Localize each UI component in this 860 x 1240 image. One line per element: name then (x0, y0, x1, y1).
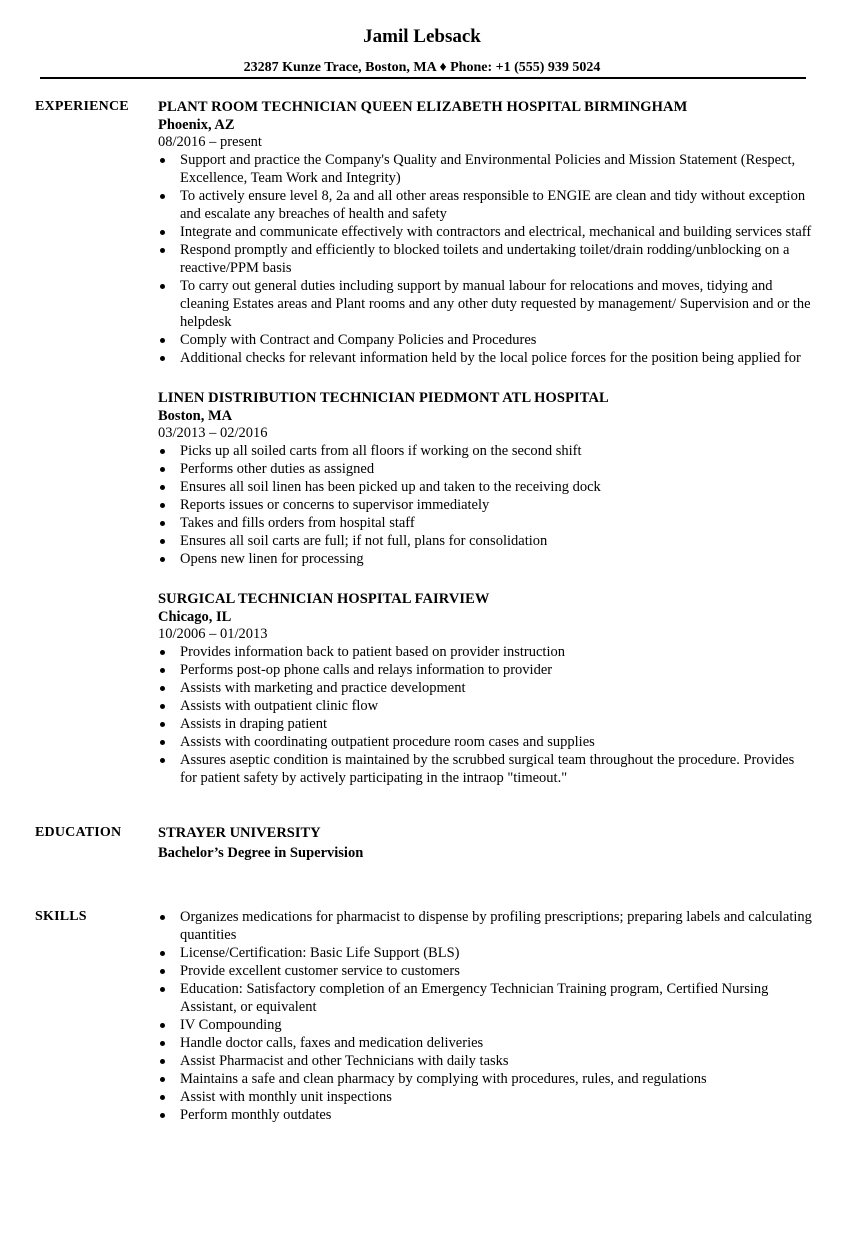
skills-body (158, 908, 814, 1124)
bullet-icon (160, 758, 165, 763)
job-title: LINEN DISTRIBUTION TECHNICIAN PIEDMONT ATL HOSPITAL (158, 390, 609, 406)
duty-text: Reports issues or concerns to supervisor immediately (180, 497, 490, 513)
list-item (158, 187, 814, 223)
duty-text: Integrate and communicate effectively with contractors and electrical, mechanical and building services staff (180, 224, 812, 240)
header-divider (40, 77, 806, 79)
job-title: PLANT ROOM TECHNICIAN QUEEN ELIZABETH HOSPITAL BIRMINGHAM (158, 99, 688, 115)
skill-text: Assist with monthly unit inspections (180, 1089, 392, 1105)
bullet-icon (160, 194, 165, 199)
job-location: Boston, MA (158, 408, 233, 424)
duty-text: Performs post-op phone calls and relays information to provider (180, 662, 553, 678)
bullet-icon (160, 485, 165, 490)
list-item (158, 349, 814, 367)
bullet-icon (160, 740, 165, 745)
bullet-icon (160, 449, 165, 454)
duty-text: Opens new linen for processing (180, 551, 364, 567)
duty-text: Ensures all soil carts are full; if not full, plans for consolidation (180, 533, 548, 549)
job-entry (158, 590, 814, 787)
bullet-icon (160, 951, 165, 956)
list-item (158, 442, 814, 460)
duty-text: Takes and fills orders from hospital staff (180, 515, 415, 531)
list-item (158, 980, 814, 1016)
bullet-icon (160, 704, 165, 709)
list-item (158, 532, 814, 550)
bullet-icon (160, 1041, 165, 1046)
job-location: Chicago, IL (158, 609, 232, 625)
education-body (158, 824, 814, 862)
duty-text: Assists with coordinating outpatient procedure room cases and supplies (180, 734, 595, 750)
bullet-icon (160, 539, 165, 544)
job-duties (158, 643, 814, 787)
duty-text: To carry out general duties including support by manual labour for relocations and moves, tidying and cleaning Estates areas and Plant rooms and any other duty requested by management/ Supervision and or the helpdesk (180, 278, 811, 330)
list-item (158, 550, 814, 568)
bullet-icon (160, 722, 165, 727)
duty-text: Assists with outpatient clinic flow (180, 698, 379, 714)
duty-text: Assists in draping patient (180, 716, 328, 732)
list-item (158, 241, 814, 277)
bullet-icon (160, 503, 165, 508)
duty-text: Provides information back to patient based on provider instruction (180, 644, 565, 660)
list-item (158, 460, 814, 478)
list-item (158, 697, 814, 715)
list-item (158, 908, 814, 944)
skill-text: Perform monthly outdates (180, 1107, 332, 1123)
job-location: Phoenix, AZ (158, 117, 235, 133)
experience-list (158, 98, 814, 809)
list-item (158, 277, 814, 331)
duty-text: Additional checks for relevant information held by the local police forces for the position being applied for (180, 350, 801, 366)
skills-label: SKILLS (35, 909, 87, 924)
bullet-icon (160, 1113, 165, 1118)
list-item (158, 661, 814, 679)
contact-line: 23287 Kunze Trace, Boston, MA ♦ Phone: +1 (555) 939 5024 (243, 60, 601, 75)
bullet-icon (160, 284, 165, 289)
duty-text: Ensures all soil linen has been picked up and taken to the receiving dock (180, 479, 601, 495)
job-entry (158, 389, 814, 568)
candidate-name: Jamil Lebsack (363, 26, 481, 47)
job-dates: 08/2016 – present (158, 134, 262, 150)
bullet-icon (160, 1095, 165, 1100)
bullet-icon (160, 158, 165, 163)
school-name: STRAYER UNIVERSITY (158, 825, 321, 841)
skill-text: Organizes medications for pharmacist to dispense by profiling prescriptions; preparing labels and calculating quantities (180, 909, 812, 943)
skill-text: Handle doctor calls, faxes and medication deliveries (180, 1035, 484, 1051)
duty-text: Assists with marketing and practice development (180, 680, 466, 696)
skill-text: Maintains a safe and clean pharmacy by complying with procedures, rules, and regulations (180, 1071, 707, 1087)
list-item (158, 1016, 814, 1034)
skill-text: Assist Pharmacist and other Technicians with daily tasks (180, 1053, 509, 1069)
skill-text: Education: Satisfactory completion of an Emergency Technician Training program, Certified Nursing Assistant, or equivalent (180, 981, 769, 1015)
list-item (158, 751, 814, 787)
bullet-icon (160, 969, 165, 974)
list-item (158, 715, 814, 733)
skills-list (158, 908, 814, 1124)
duty-text: Comply with Contract and Company Policies and Procedures (180, 332, 537, 348)
bullet-icon (160, 230, 165, 235)
job-entry (158, 98, 814, 367)
job-duties (158, 151, 814, 367)
duty-text: Picks up all soiled carts from all floors if working on the second shift (180, 443, 582, 459)
job-dates: 03/2013 – 02/2016 (158, 425, 268, 441)
duty-text: Performs other duties as assigned (180, 461, 375, 477)
duty-text: Assures aseptic condition is maintained by the scrubbed surgical team throughout the procedure. Provides for patient safety by actively participating in the intraop "timeout." (180, 752, 795, 786)
bullet-icon (160, 650, 165, 655)
job-dates: 10/2006 – 01/2013 (158, 626, 268, 642)
bullet-icon (160, 356, 165, 361)
bullet-icon (160, 668, 165, 673)
degree: Bachelor’s Degree in Supervision (158, 845, 364, 861)
list-item (158, 1088, 814, 1106)
experience-label: EXPERIENCE (35, 99, 129, 114)
list-item (158, 643, 814, 661)
list-item (158, 679, 814, 697)
bullet-icon (160, 987, 165, 992)
list-item (158, 962, 814, 980)
bullet-icon (160, 915, 165, 920)
duty-text: To actively ensure level 8, 2a and all other areas responsible to ENGIE are clean and tidy without exception and escalate any breaches of health and safety (180, 188, 806, 222)
duty-text: Support and practice the Company's Quality and Environmental Policies and Mission Statement (Respect, Excellence, Team Work and Integrity) (180, 152, 796, 186)
list-item (158, 478, 814, 496)
list-item (158, 1034, 814, 1052)
duty-text: Respond promptly and efficiently to blocked toilets and undertaking toilet/drain rodding/unblocking on a reactive/PPM basis (180, 242, 790, 276)
skill-text: License/Certification: Basic Life Support (BLS) (180, 945, 460, 961)
bullet-icon (160, 1077, 165, 1082)
job-duties (158, 442, 814, 568)
list-item (158, 331, 814, 349)
bullet-icon (160, 521, 165, 526)
bullet-icon (160, 1023, 165, 1028)
list-item (158, 1052, 814, 1070)
bullet-icon (160, 248, 165, 253)
list-item (158, 1106, 814, 1124)
bullet-icon (160, 338, 165, 343)
bullet-icon (160, 686, 165, 691)
bullet-icon (160, 1059, 165, 1064)
list-item (158, 944, 814, 962)
list-item (158, 496, 814, 514)
list-item (158, 733, 814, 751)
job-title: SURGICAL TECHNICIAN HOSPITAL FAIRVIEW (158, 591, 490, 607)
skill-text: IV Compounding (180, 1017, 282, 1033)
bullet-icon (160, 467, 165, 472)
bullet-icon (160, 557, 165, 562)
skill-text: Provide excellent customer service to customers (180, 963, 460, 979)
list-item (158, 514, 814, 532)
list-item (158, 151, 814, 187)
education-label: EDUCATION (35, 825, 122, 840)
list-item (158, 1070, 814, 1088)
list-item (158, 223, 814, 241)
